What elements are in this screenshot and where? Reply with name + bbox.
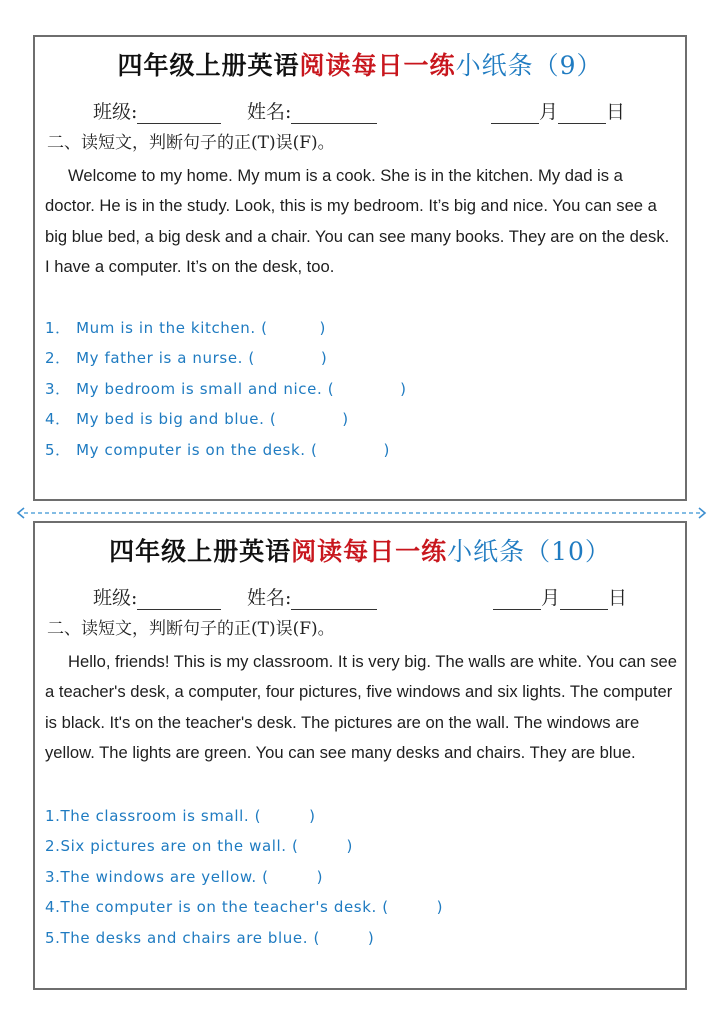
question-item <box>45 831 443 861</box>
question-item <box>45 862 443 892</box>
question-text: 3． My bedroom is small and nice. ( <box>45 379 335 398</box>
question-text: 5.The desks and chairs are blue. ( <box>45 928 320 947</box>
reading-passage: Hello, friends! This is my classroom. It is very big. The walls are white. You can see a teacher's desk, a computer, four pictures, five windows and six lights. The computer is black. It's on the teacher's desk. The pictures are on the wall. The windows are yellow. The lights are green. You can see many desks and chairs. They are blue. <box>45 652 678 763</box>
title-part-slip: 小纸条（10） <box>447 537 611 566</box>
question-text: 2.Six pictures are on the wall. ( <box>45 837 299 856</box>
month-label: 月 <box>539 101 559 123</box>
reading-passage: Welcome to my home. My mum is a cook. She is in the kitchen. My dad is a doctor. He is in the study. Look, this is my bedroom. It’s big and nice. You can see a big blue bed, a big desk and a chair. You can see many books. They are on the desk. I have a computer. It’s on the desk, too. <box>45 166 670 277</box>
question-text: 3.The windows are yellow. ( <box>45 867 269 886</box>
cut-line-divider <box>18 511 706 515</box>
name-blank[interactable] <box>291 591 377 610</box>
name-field[interactable] <box>247 583 377 610</box>
date-field <box>491 97 625 124</box>
student-info-row <box>35 97 685 123</box>
question-item <box>45 923 443 953</box>
close-paren: ) <box>316 867 324 886</box>
day-label: 日 <box>606 101 626 123</box>
question-item <box>45 435 407 465</box>
close-paren: ) <box>346 837 353 856</box>
close-paren: ) <box>400 379 407 398</box>
question-item <box>45 374 407 404</box>
card-title <box>35 46 685 82</box>
close-paren: ) <box>383 440 390 459</box>
question-item <box>45 313 407 343</box>
month-blank[interactable] <box>493 591 541 610</box>
card-title <box>35 532 685 568</box>
class-blank[interactable] <box>137 591 221 610</box>
student-info-row <box>35 583 685 609</box>
question-text: 1.The classroom is small. ( <box>45 807 262 825</box>
month-blank[interactable] <box>491 105 539 124</box>
name-field[interactable] <box>247 97 377 124</box>
name-label: 姓名: <box>247 587 292 609</box>
close-paren: ) <box>436 898 444 917</box>
close-paren: ) <box>367 928 375 947</box>
class-field[interactable] <box>93 97 221 124</box>
class-label: 班级: <box>93 101 138 123</box>
title-part-grade: 四年级上册英语 <box>117 51 300 80</box>
instruction: 二、读短文，判断句子的正(T)误(F)。 <box>47 619 335 639</box>
question-text: 4． My bed is big and blue. ( <box>45 410 277 429</box>
question-item <box>45 892 443 922</box>
close-paren: ) <box>342 410 349 429</box>
arrow-left-icon <box>16 507 26 519</box>
day-label: 日 <box>608 587 628 609</box>
question-text: 5． My computer is on the desk. ( <box>45 440 318 459</box>
question-list <box>45 801 443 953</box>
class-blank[interactable] <box>137 105 221 124</box>
title-part-grade: 四年级上册英语 <box>109 537 292 566</box>
title-part-slip: 小纸条（9） <box>455 51 603 80</box>
worksheet-card-10 <box>33 521 687 990</box>
question-item <box>45 343 407 373</box>
worksheet-card-9 <box>33 35 687 501</box>
question-text: 4.The computer is on the teacher's desk. ( <box>45 898 389 917</box>
instruction: 二、读短文，判断句子的正(T)误(F)。 <box>47 133 335 153</box>
name-label: 姓名: <box>247 101 292 123</box>
day-blank[interactable] <box>560 591 608 610</box>
class-label: 班级: <box>93 587 138 609</box>
day-blank[interactable] <box>558 105 606 124</box>
close-paren: ) <box>309 807 316 825</box>
arrow-right-icon <box>697 507 707 519</box>
close-paren: ) <box>320 349 328 368</box>
class-field[interactable] <box>93 583 221 610</box>
title-part-daily: 阅读每日一练 <box>291 537 448 566</box>
close-paren: ) <box>319 319 326 337</box>
question-text: 1． Mum is in the kitchen. ( <box>45 319 268 337</box>
question-list <box>45 313 407 465</box>
month-label: 月 <box>541 587 561 609</box>
name-blank[interactable] <box>291 105 377 124</box>
question-text: 2． My father is a nurse. ( <box>45 349 255 368</box>
question-item <box>45 404 407 434</box>
date-field <box>493 583 627 610</box>
title-part-daily: 阅读每日一练 <box>299 51 456 80</box>
question-item <box>45 801 443 831</box>
